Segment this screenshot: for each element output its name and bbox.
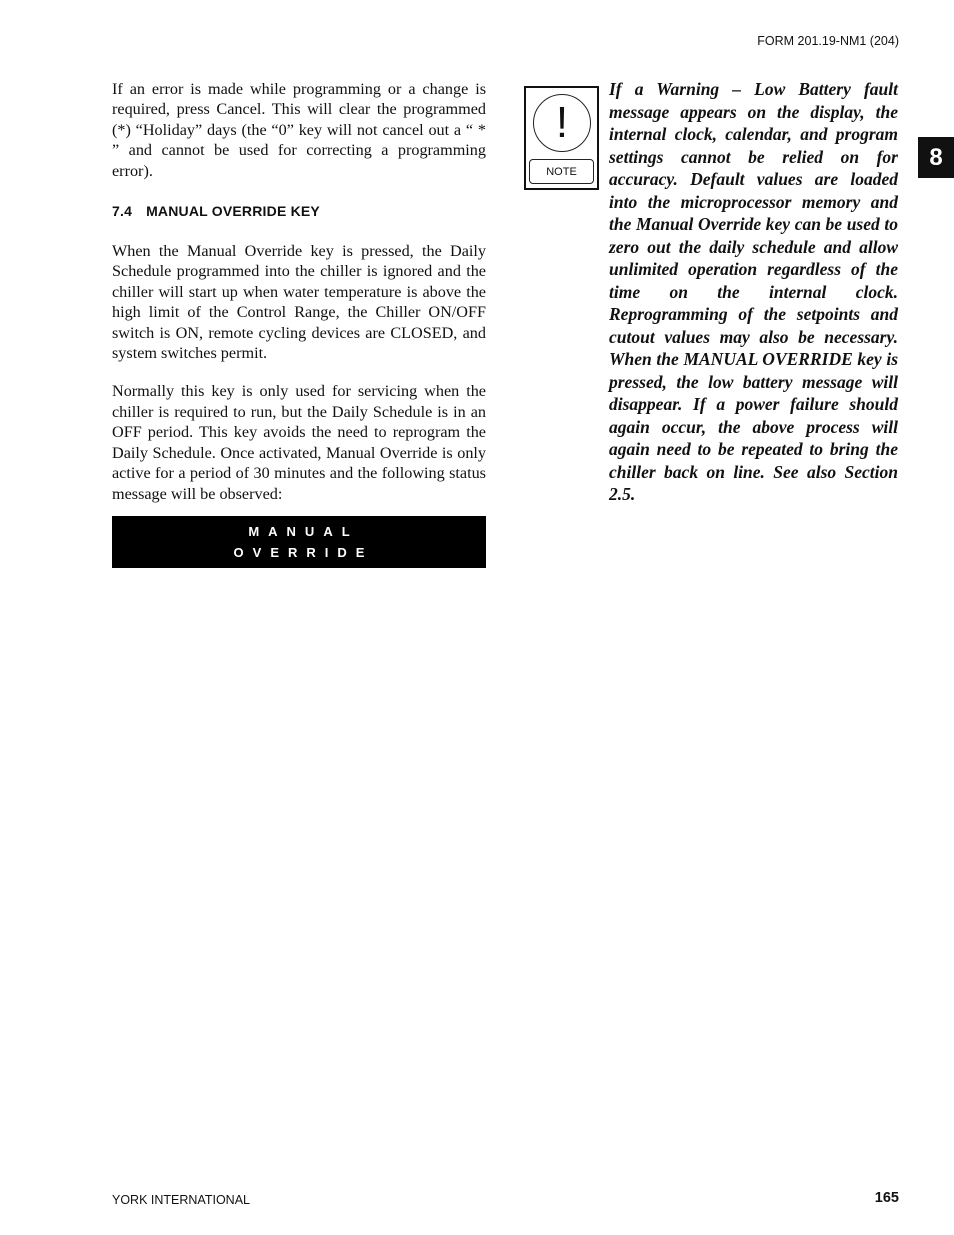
paragraph-cancel: If an error is made while programming or a change is required, press Cancel. This will clear the programmed (*) “Holiday” days (the “0” key will not cancel out a “ * ” and cannot be used for correcting a programming error).	[112, 80, 486, 180]
display-line-2: OVERRIDE	[233, 544, 374, 560]
form-id: FORM 201.19-NM1 (204)	[757, 34, 899, 48]
page-number: 165	[874, 1190, 899, 1206]
exclamation-icon: !	[533, 94, 591, 152]
note-icon	[524, 86, 599, 190]
section-title: MANUAL OVERRIDE KEY	[146, 203, 320, 220]
status-display	[112, 516, 486, 568]
paragraph-servicing: Normally this key is only used for servicing when the chiller is required to run, but the Daily Schedule is in an OFF period. This key avoids the need to reprogram the Daily Schedule. Once activated, Manual Override is only active for a period of 30 minutes and the following status message will be observed:	[112, 382, 486, 503]
paragraph-manual-override: When the Manual Override key is pressed, the Daily Schedule programmed into the chiller is ignored and the chiller will start up when water temperature is above the high limit of the Control Range, the Chiller ON/OFF switch is ON, remote cycling devices are CLOSED, and system switches permit.	[112, 242, 486, 363]
section-heading	[112, 203, 486, 219]
display-line-1: MANUAL	[248, 523, 359, 539]
note-label: NOTE	[529, 159, 594, 184]
section-number: 7.4	[112, 203, 133, 220]
section-tab: 8	[918, 137, 954, 178]
left-column	[112, 79, 486, 568]
footer-company: YORK INTERNATIONAL	[112, 1193, 250, 1207]
note-text: If a Warning – Low Battery fault message appears on the display, the internal clock, calendar, and program settings cannot be relied on for accuracy. Default values are loaded into the microprocessor memory and the Manual Override key can be used to zero out the daily schedule and allow unlimited operation regardless of the time on the internal clock. Reprogramming of the setpoints and cutout values may also be necessary. When the MANUAL OVERRIDE key is pressed, the low battery message will disappear. If a power failure should again occur, the above process will again need to be repeated to bring the chiller back on line. See also Section 2.5.	[609, 79, 898, 504]
